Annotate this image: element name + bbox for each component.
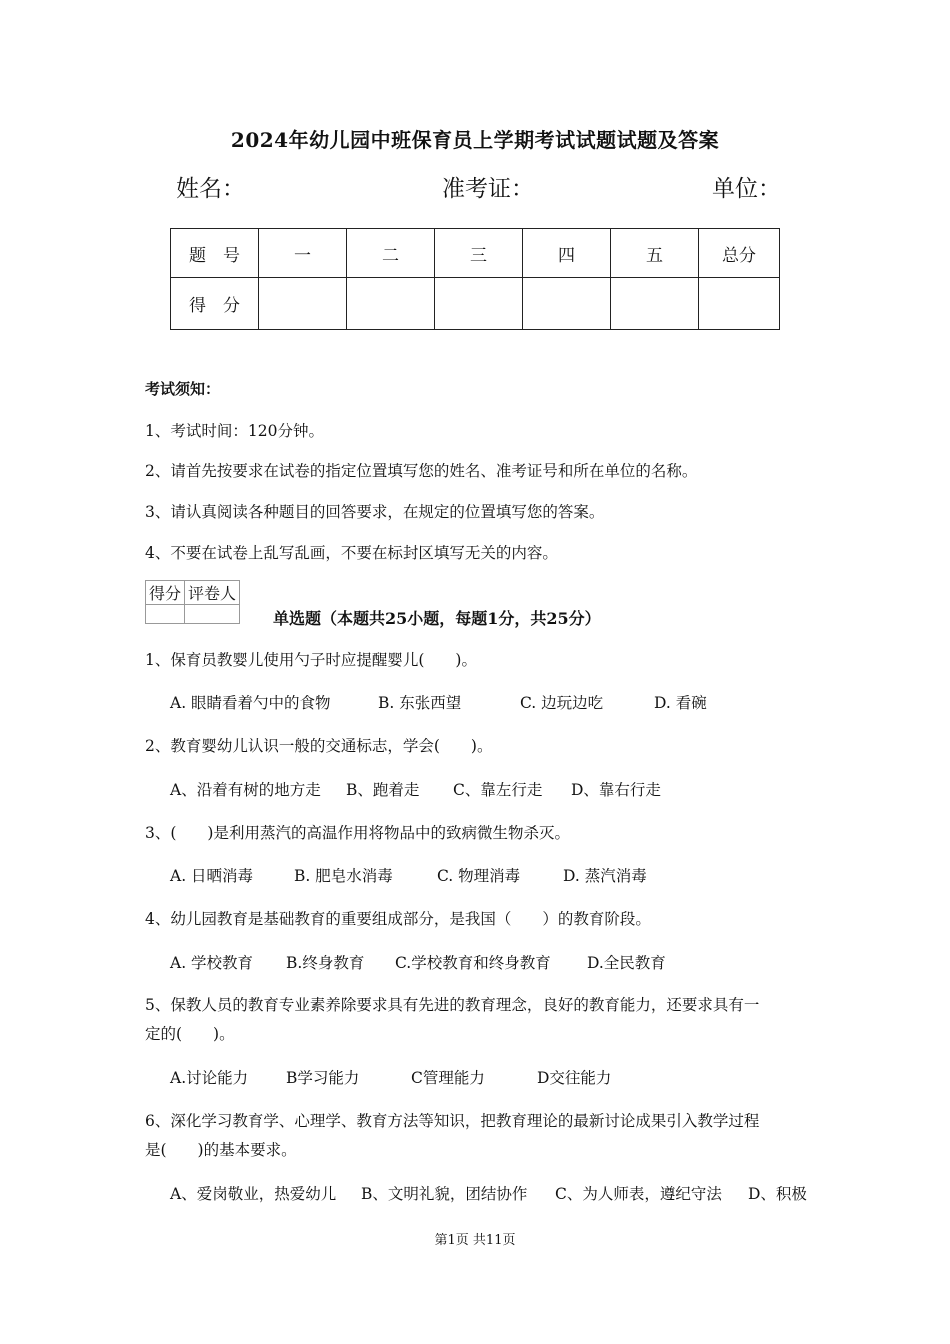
question-option: C.学校教育和终身教育 <box>395 954 551 972</box>
score-header-cell: 五 <box>611 229 699 278</box>
question-option: A、沿着有树的地方走 <box>170 781 321 799</box>
question-option: B. 肥皂水消毒 <box>294 867 393 885</box>
question-stem: 3、( )是利用蒸汽的高温作用将物品中的致病微生物杀灭。 <box>145 824 570 842</box>
score-cell[interactable] <box>523 278 611 330</box>
score-header-cell: 总分 <box>699 229 780 278</box>
question-option: B.终身教育 <box>286 954 365 972</box>
score-cell[interactable] <box>611 278 699 330</box>
question-option: B. 东张西望 <box>378 694 462 712</box>
question-stem: 4、幼儿园教育是基础教育的重要组成部分，是我国（ ）的教育阶段。 <box>145 910 651 928</box>
question-option: D、靠右行走 <box>571 781 661 799</box>
page-footer: 第1页 共11页 <box>434 1233 516 1248</box>
question-option: A.讨论能力 <box>170 1069 249 1087</box>
question-option: D. 看碗 <box>654 694 707 712</box>
question-option: A. 学校教育 <box>170 954 254 972</box>
notice-item: 2、请首先按要求在试卷的指定位置填写您的姓名、准考证号和所在单位的名称。 <box>145 462 698 480</box>
grader-reviewer-cell[interactable] <box>185 605 240 624</box>
score-table-score-row <box>171 278 780 330</box>
grader-reviewer-label: 评卷人 <box>185 581 240 605</box>
score-table-header-row <box>171 229 780 278</box>
question-option: C管理能力 <box>411 1069 485 1087</box>
grader-box <box>145 580 240 624</box>
score-cell[interactable] <box>347 278 435 330</box>
notice-item: 1、考试时间：120分钟。 <box>145 422 324 440</box>
score-cell[interactable] <box>259 278 347 330</box>
question-stem: 2、教育婴幼儿认识一般的交通标志，学会( )。 <box>145 737 493 755</box>
score-header-cell: 题 号 <box>171 229 259 278</box>
score-table <box>170 228 780 330</box>
question-option: D.全民教育 <box>587 954 666 972</box>
score-header-cell: 一 <box>259 229 347 278</box>
notice-heading: 考试须知： <box>145 380 221 398</box>
question-option: A. 眼睛看着勺中的食物 <box>170 694 331 712</box>
grader-score-label: 得分 <box>146 581 185 605</box>
question-stem: 5、保教人员的教育专业素养除要求具有先进的教育理念，良好的教育能力，还要求具有一 <box>145 996 760 1014</box>
question-option: D、积极 <box>748 1185 807 1203</box>
document-title: 2024年幼儿园中班保育员上学期考试试题试题及答案 <box>230 128 720 152</box>
score-header-cell: 二 <box>347 229 435 278</box>
notice-item: 3、请认真阅读各种题目的回答要求，在规定的位置填写您的答案。 <box>145 503 605 521</box>
grader-score-cell[interactable] <box>146 605 185 624</box>
question-option: C、靠左行走 <box>453 781 543 799</box>
question-option: A. 日晒消毒 <box>170 867 254 885</box>
section-title: 单选题（本题共25小题，每题1分，共25分） <box>273 609 601 628</box>
score-cell[interactable] <box>435 278 523 330</box>
score-header-cell: 四 <box>523 229 611 278</box>
question-option: C、为人师表，遵纪守法 <box>555 1185 722 1203</box>
question-option: B、文明礼貌，团结协作 <box>361 1185 528 1203</box>
question-option: D交往能力 <box>537 1069 612 1087</box>
question-option: A、爱岗敬业，热爱幼儿 <box>170 1185 337 1203</box>
score-row-label: 得 分 <box>171 278 259 330</box>
notice-item: 4、不要在试卷上乱写乱画，不要在标封区填写无关的内容。 <box>145 544 558 562</box>
exam-id-label: 准考证： <box>442 176 534 202</box>
unit-label: 单位： <box>712 176 781 202</box>
question-option: C. 物理消毒 <box>437 867 521 885</box>
question-stem: 是( )的基本要求。 <box>145 1141 297 1159</box>
question-stem: 1、保育员教婴儿使用勺子时应提醒婴儿( )。 <box>145 651 477 669</box>
question-option: B学习能力 <box>286 1069 360 1087</box>
score-header-cell: 三 <box>435 229 523 278</box>
question-stem: 6、深化学习教育学、心理学、教育方法等知识，把教育理论的最新讨论成果引入教学过程 <box>145 1112 760 1130</box>
question-option: C. 边玩边吃 <box>520 694 604 712</box>
name-label: 姓名： <box>176 176 245 202</box>
question-option: D. 蒸汽消毒 <box>563 867 647 885</box>
question-option: B、跑着走 <box>346 781 420 799</box>
score-cell[interactable] <box>699 278 780 330</box>
question-stem: 定的( )。 <box>145 1025 235 1043</box>
